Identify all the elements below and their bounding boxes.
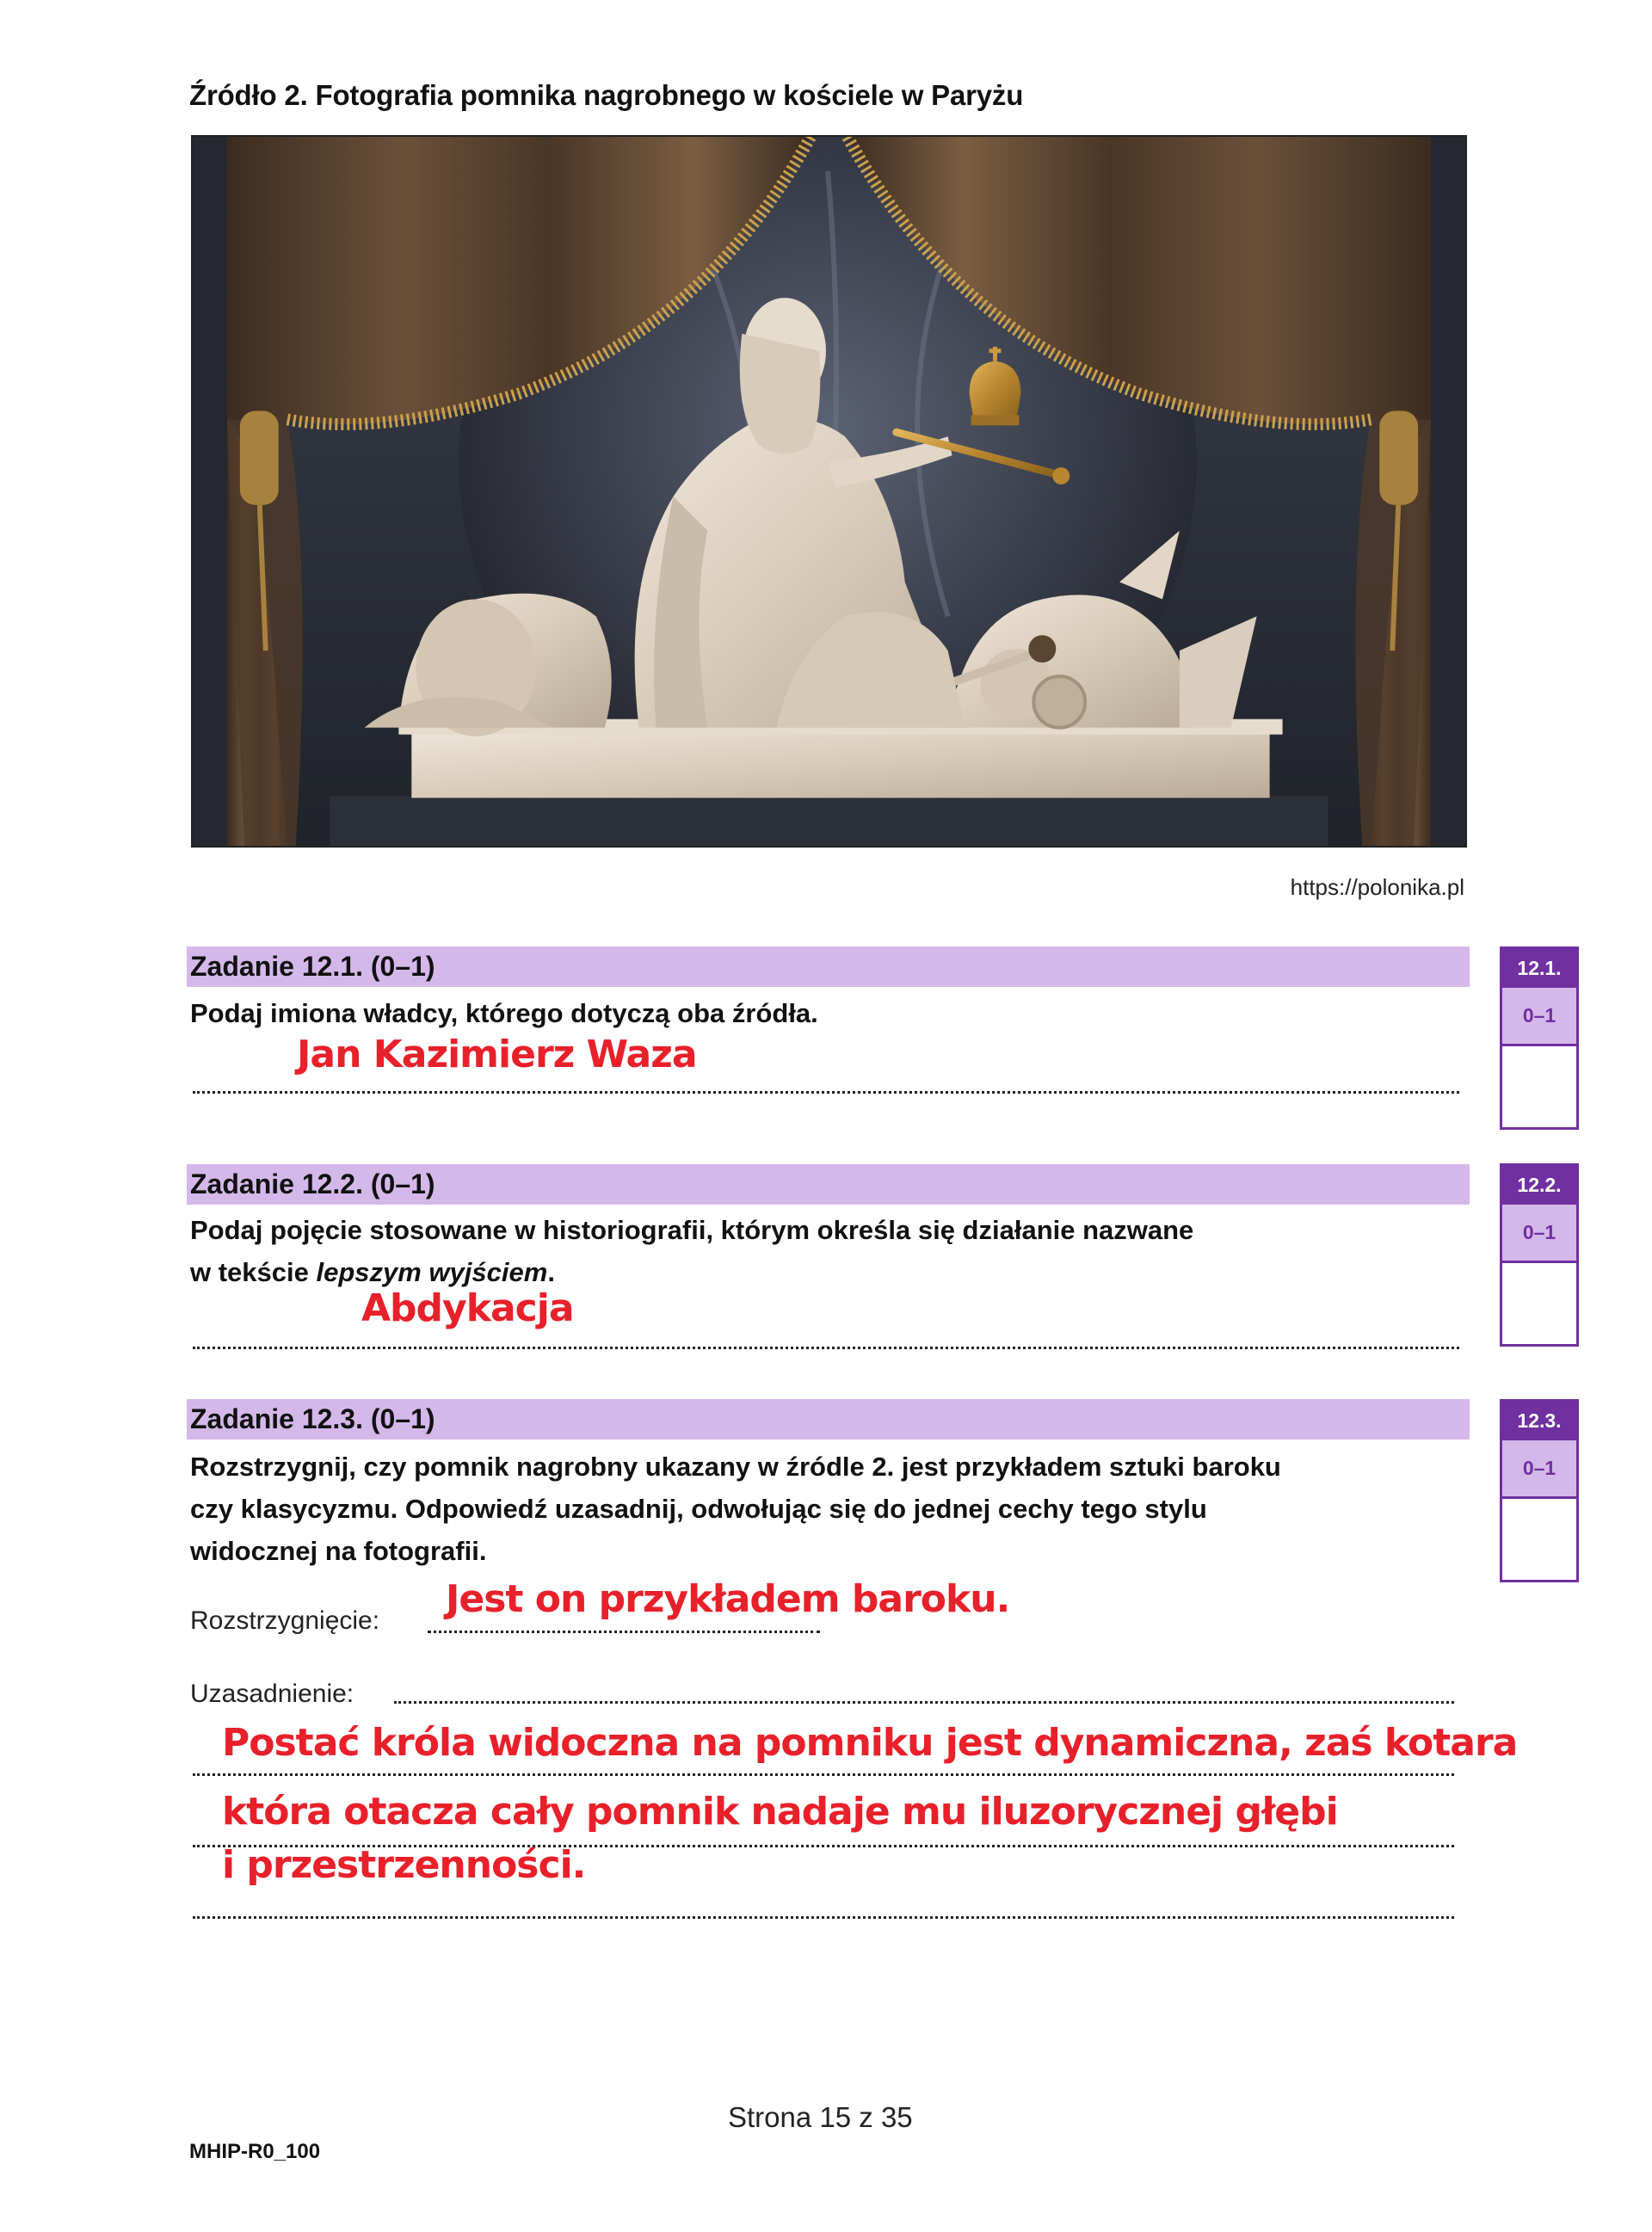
score-box-label: 12.3. <box>1502 1402 1576 1440</box>
question-text: w tekście <box>190 1257 317 1287</box>
justification-answer-line-3[interactable]: i przestrzenności. <box>222 1843 586 1887</box>
task-12-2-answer[interactable]: Abdykacja <box>361 1286 574 1330</box>
score-entry-field[interactable] <box>1502 1499 1576 1580</box>
score-box-12-3 <box>1500 1399 1579 1582</box>
quoted-term: lepszym wyjściem <box>316 1257 548 1287</box>
decision-label: Rozstrzygnięcie: <box>190 1606 380 1635</box>
score-entry-field[interactable] <box>1502 1046 1576 1127</box>
justification-answer-line-2[interactable]: która otacza cały pomnik nadaje mu iluzorycznej głębi <box>222 1790 1338 1834</box>
photo-credit: https://polonika.pl <box>1290 874 1464 900</box>
source-title: Źródło 2. Fotografia pomnika nagrobnego w kościele w Paryżu <box>189 79 1024 111</box>
task-12-3-question-line-3: widocznej na fotografii. <box>190 1536 487 1566</box>
page-number: Strona 15 z 35 <box>728 2101 913 2133</box>
monument-illustration <box>193 137 1465 846</box>
score-box-range: 0–1 <box>1502 1440 1576 1499</box>
score-entry-field[interactable] <box>1502 1263 1576 1344</box>
justification-line-4[interactable] <box>193 1916 1454 1919</box>
task-12-3-header: Zadanie 12.3. (0–1) <box>187 1399 1470 1440</box>
task-12-2-header: Zadanie 12.2. (0–1) <box>187 1164 1470 1205</box>
monument-photo <box>191 135 1467 848</box>
task-12-1-header: Zadanie 12.1. (0–1) <box>187 946 1470 987</box>
justification-answer-line-1[interactable]: Postać króla widoczna na pomniku jest dynamiczna, zaś kotara <box>222 1721 1518 1765</box>
task-12-1-answer-line[interactable] <box>193 1091 1459 1094</box>
task-12-1-question: Podaj imiona władcy, którego dotyczą oba źródła. <box>190 998 818 1028</box>
justification-line-2[interactable] <box>193 1773 1454 1776</box>
task-12-2-question-line-1: Podaj pojęcie stosowane w historiografii, którym określa się działanie nazwane <box>190 1215 1194 1245</box>
exam-code: MHIP-R0_100 <box>189 2140 321 2163</box>
justification-line-1[interactable] <box>394 1701 1454 1704</box>
justification-label: Uzasadnienie: <box>190 1680 354 1708</box>
task-12-3-question-line-2: czy klasycyzmu. Odpowiedź uzasadnij, odwołując się do jednej cechy tego stylu <box>190 1494 1207 1524</box>
decision-answer[interactable]: Jest on przykładem baroku. <box>446 1577 1010 1621</box>
task-12-2-answer-line[interactable] <box>193 1347 1459 1349</box>
score-box-label: 12.2. <box>1502 1166 1576 1205</box>
score-box-range: 0–1 <box>1502 988 1576 1046</box>
decision-answer-line[interactable] <box>428 1631 820 1633</box>
task-12-3-question-line-1: Rozstrzygnij, czy pomnik nagrobny ukazany w źródle 2. jest przykładem sztuki baroku <box>190 1452 1281 1482</box>
score-box-label: 12.1. <box>1502 949 1576 988</box>
score-box-12-2 <box>1500 1163 1579 1347</box>
score-box-12-1 <box>1500 946 1579 1130</box>
score-box-range: 0–1 <box>1502 1205 1576 1263</box>
question-text: . <box>547 1257 555 1287</box>
task-12-1-answer[interactable]: Jan Kazimierz Waza <box>297 1033 697 1076</box>
